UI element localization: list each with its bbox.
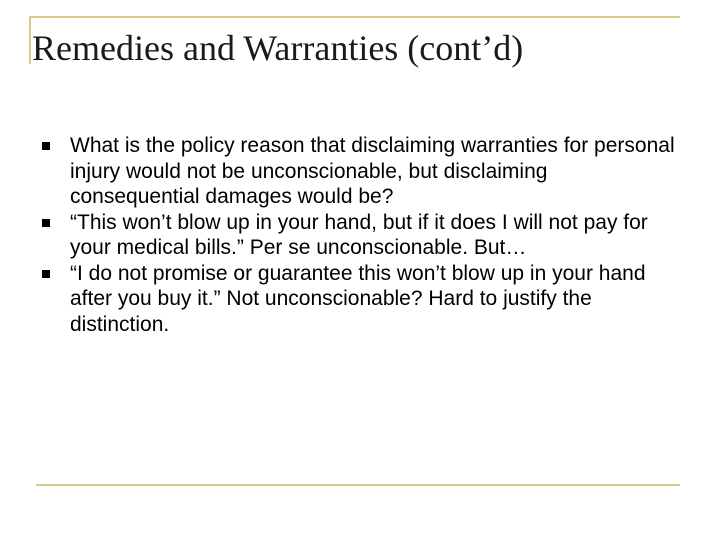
square-bullet-icon <box>42 142 50 150</box>
bullet-text: “I do not promise or guarantee this won’t blow up in your hand after you buy it.” Not unconscionable? Hard to justify the distinction. <box>70 261 646 336</box>
slide-title: Remedies and Warranties (cont’d) <box>32 28 524 68</box>
bullet-item <box>42 210 682 261</box>
square-bullet-icon <box>42 270 50 278</box>
bullet-item <box>42 261 682 338</box>
bullet-text: What is the policy reason that disclaiming warranties for personal injury would not be unconscionable, but disclaiming consequential damages would be? <box>70 134 675 208</box>
bullet-text: “This won’t blow up in your hand, but if it does I will not pay for your medical bills.” Per se unconscionable. But… <box>70 210 648 259</box>
bottom-divider-line <box>36 484 680 486</box>
square-bullet-icon <box>42 219 50 227</box>
bullet-list <box>42 133 682 337</box>
top-divider-line <box>29 16 680 18</box>
left-accent-line <box>29 16 31 64</box>
bullet-item <box>42 133 682 210</box>
